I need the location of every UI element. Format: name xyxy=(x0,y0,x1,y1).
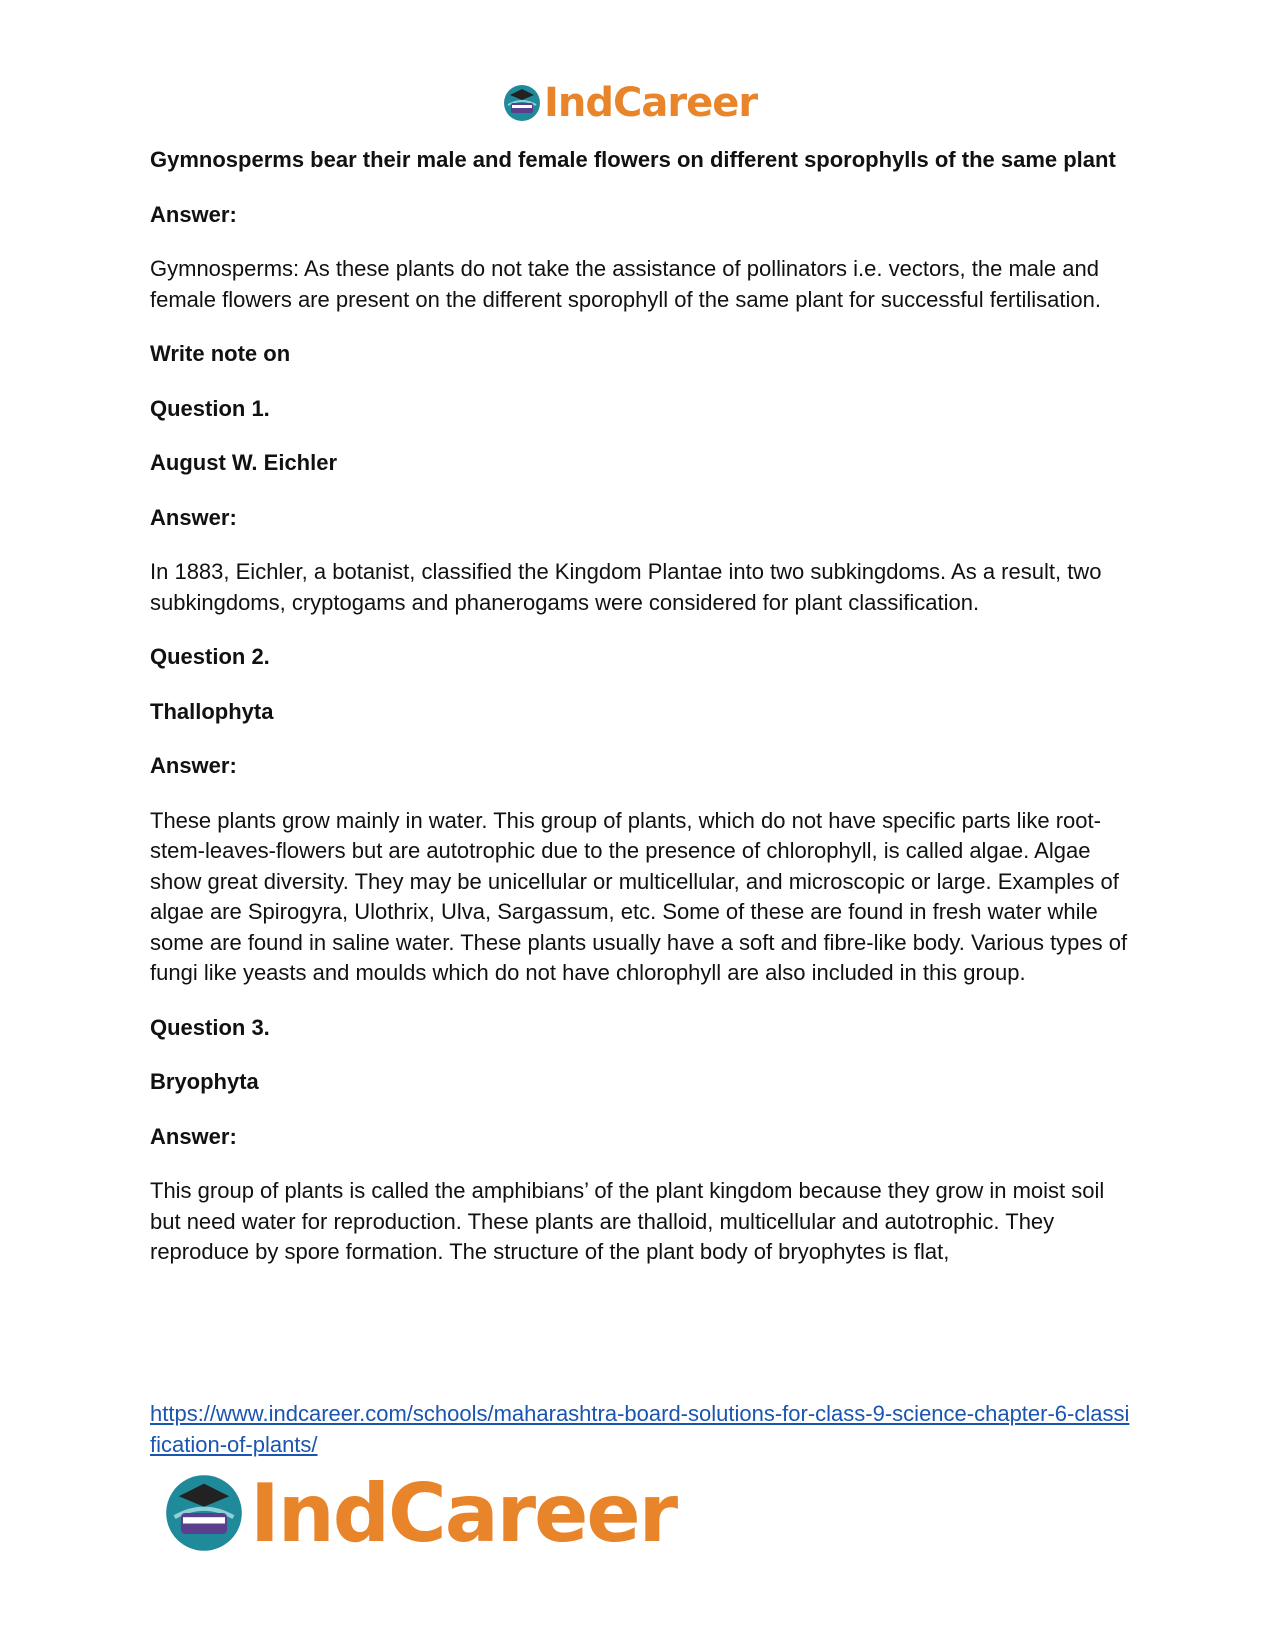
source-link[interactable]: https://www.indcareer.com/schools/maharashtra-board-solutions-for-class-9-science-chapter-6-classification-of-plants/ xyxy=(150,1401,1130,1457)
question-title: Bryophyta xyxy=(150,1069,259,1094)
question-number: Question 3. xyxy=(150,1014,270,1040)
question-title: Thallophyta xyxy=(150,698,274,724)
section-heading: Write note on xyxy=(150,341,291,366)
question-heading: Gymnosperms bear their male and female flowers on different sporophylls of the same plant xyxy=(150,147,1116,172)
question-number: Question 2. xyxy=(150,644,270,669)
footer-logo xyxy=(162,1468,676,1558)
question-number: Question 1. xyxy=(150,395,270,421)
globe-book-icon xyxy=(502,83,542,123)
answer-label: Answer: xyxy=(150,504,237,530)
brand-name: IndCareer xyxy=(250,1466,677,1560)
header-logo xyxy=(502,78,757,128)
brand-name: IndCareer xyxy=(544,80,758,126)
globe-book-icon xyxy=(162,1471,246,1555)
answer-text: Gymnosperms: As these plants do not take the assistance of pollinators i.e. vectors, the male and female flowers are present on the different sporophyll of the same plant for successful fertilisation. xyxy=(150,256,1101,312)
document-body xyxy=(150,145,1135,1268)
answer-label: Answer: xyxy=(150,1123,237,1149)
answer-text: In 1883, Eichler, a botanist, classified the Kingdom Plantae into two subkingdoms. As a result, two subkingdoms, cryptogams and phanerogams were considered for plant classification. xyxy=(150,559,1102,615)
question-title: August W. Eichler xyxy=(150,450,338,475)
answer-label: Answer: xyxy=(150,753,237,778)
answer-text: This group of plants is called the amphibians’ of the plant kingdom because they grow in moist soil but need water for reproduction. These plants are thalloid, multicellular and autotrophic. They reproduce by spore formation. The structure of the plant body of bryophytes is flat, xyxy=(150,1178,1105,1264)
answer-label: Answer: xyxy=(150,201,237,227)
answer-text: These plants grow mainly in water. This group of plants, which do not have specific parts like root-stem-leaves-flowers but are autotrophic due to the presence of chlorophyll, is called algae. Algae show great diversity. They may be unicellular or multicellular, and microscopic or large. Examples of algae are Spirogyra, Ulothrix, Ulva, Sargassum, etc. Some of these are found in fresh water while some are found in saline water. These plants usually have a soft and fibre-like body. Various types of fungi like yeasts and moulds which do not have chlorophyll are also included in this group. xyxy=(150,807,1128,985)
